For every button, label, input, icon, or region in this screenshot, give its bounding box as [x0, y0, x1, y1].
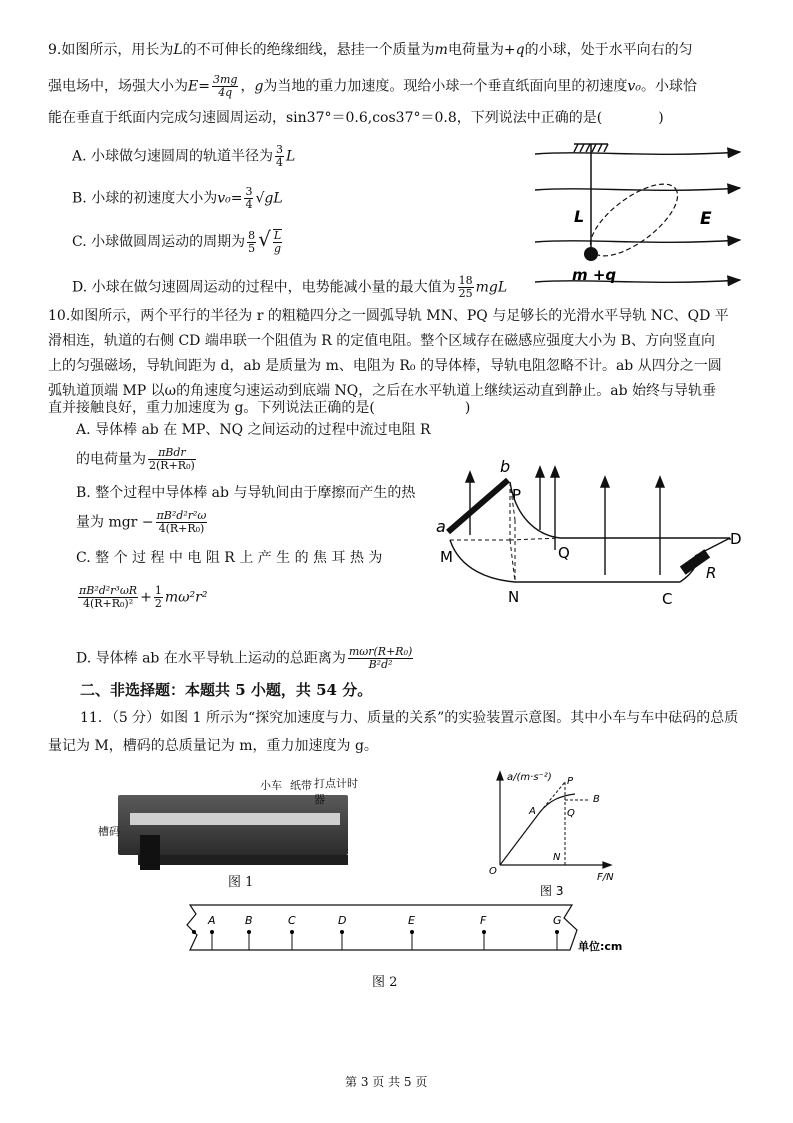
q10-option-c-2: $\frac{\text{πB²d²r³ωR}}{\text{4(R+R₀)²}}$ + $\frac{1}{2}$ mω²r²	[79, 584, 208, 610]
q10-line-4: 弧轨道顶端 MP 以ω的角速度匀速运动到底端 NQ，之后在水平轨道上继续运动直到静止。ab 始终与导轨垂	[48, 383, 717, 399]
table-leg	[140, 835, 160, 870]
unit-label: 单位:cm	[578, 940, 623, 953]
label-A: A	[529, 806, 536, 817]
q10-option-a-2: 的电荷量为 $\frac{\text{πBdr}}{\text{2(R+R₀)}}$	[76, 446, 195, 472]
q9-option-b: B. 小球的初速度大小为v₀= $\frac{3}{4}$ √gL	[72, 185, 283, 211]
track	[130, 813, 340, 825]
fraction: $\frac{1}{2}$	[154, 584, 162, 610]
section-2-heading: 二、非选择题：本题共 5 小题，共 54 分。	[80, 681, 373, 699]
q9-option-d: D. 小球在做匀速圆周运动的过程中，电势能减小量的最大值为 $\frac{18}{25}$ mgL	[72, 274, 508, 300]
label-M: M	[440, 548, 453, 566]
charged-ball	[584, 247, 598, 261]
table-block	[138, 855, 348, 865]
fraction: $\frac{\text{πBdr}}{\text{2(R+R₀)}}$	[149, 446, 195, 472]
tape-dot-C	[290, 930, 294, 934]
label-Q: Q	[558, 544, 570, 562]
label-a: a	[436, 517, 446, 536]
q10-line-5: 直并接触良好，重力加速度为 g。下列说法正确的是( )	[48, 400, 471, 416]
q9-line-1: 9.如图所示，用长为L的不可伸长的绝缘细线，悬挂一个质量为m电荷量为+q的小球，处于水平向右的匀	[48, 42, 693, 58]
label-timer: 打点计时器	[314, 777, 358, 806]
label-N: N	[553, 852, 561, 863]
q10-option-b-2: 量为 mgr − $\frac{\text{πB²d²r²ω}}{\text{4(R+R₀)}}$	[76, 509, 207, 535]
fraction: $\frac{\text{mωr(R+R₀)}}{\text{B²d²}}$	[348, 645, 413, 671]
curve-OAQ	[500, 794, 575, 865]
q9-pendulum-figure	[530, 140, 750, 300]
label-B: B	[593, 794, 600, 805]
tape-dot-E	[410, 930, 414, 934]
label-mq: m +q	[572, 266, 617, 284]
label-b: b	[500, 457, 511, 476]
label-P: P	[567, 776, 574, 787]
figure-2-caption: 图 2	[372, 975, 398, 990]
tape-start-dot	[192, 930, 196, 934]
q10-line-2: 滑相连，轨道的右侧 CD 端串联一个阻值为 R 的定值电阻。整个区域存在磁感应强度大小为 B、方向竖直向	[48, 333, 716, 349]
tape-points	[192, 914, 562, 950]
label-O: O	[489, 866, 497, 877]
root-fraction: $\frac{L}{g}$	[273, 229, 282, 255]
fraction: $\frac{8}{5}$	[248, 228, 256, 255]
figure-2-tape	[182, 900, 623, 960]
figure-3-graph	[485, 770, 625, 900]
figure-1-apparatus	[90, 775, 360, 890]
x-axis-label: F/N	[597, 872, 614, 883]
q10-option-c-1: C. 整 个 过 程 中 电 阻 R 上 产 生 的 焦 耳 热 为	[76, 550, 383, 566]
q9-option-a: A. 小球做匀速圆周的轨道半径为 $\frac{3}{4}$ L	[72, 143, 296, 169]
q10-line-3: 上的匀强磁场，导轨间距为 d，ab 是质量为 m、电阻为 R₀ 的导体棒，导轨电阻忽略不计。ab 从四分之一圆	[48, 358, 722, 374]
q11-line-2: 量记为 M，槽码的总质量记为 m，重力加速度为 g。	[48, 738, 378, 754]
fraction: $\frac{3}{4}$	[276, 143, 284, 169]
figure-3-caption: 图 3	[540, 884, 564, 898]
fraction: $\frac{\text{πB²d²r³ωR}}{\text{4(R+R₀)²}}$	[79, 584, 138, 610]
y-axis-label: a/(m·s⁻²)	[507, 772, 552, 783]
label-D: D	[730, 530, 742, 548]
tape-label-A: A	[208, 914, 216, 927]
label-P: P	[512, 486, 522, 504]
fraction: $\frac{\text{πB²d²r²ω}}{\text{4(R+R₀)}}$	[156, 509, 207, 535]
q10-option-d: D. 导体棒 ab 在水平导轨上运动的总距离为 $\frac{\text{mωr(R+R₀)}}{\text{B²d²}}$	[76, 645, 413, 671]
q10-option-a-1: A. 导体棒 ab 在 MP、NQ 之间运动的过程中流过电阻 R	[76, 422, 431, 438]
tape-outline	[187, 905, 577, 950]
q10-rail-figure	[430, 457, 760, 615]
label-R: R	[706, 564, 717, 582]
q10-option-b-1: B. 整个过程中导体棒 ab 与导轨间由于摩擦而产生的热	[76, 485, 416, 501]
label-cart: 小车	[260, 779, 282, 792]
label-tape: 纸带	[290, 779, 312, 792]
label-E: E	[700, 209, 712, 229]
q10-line-1: 10.如图所示，两个平行的半径为 r 的粗糙四分之一圆弧导轨 MN、PQ 与足够长的光滑水平导轨 NC、QD 平	[48, 308, 729, 324]
tape-dot-B	[247, 930, 251, 934]
tape-label-F: F	[480, 914, 487, 927]
tape-dot-G	[555, 930, 559, 934]
label-weight: 槽码	[98, 825, 120, 838]
fraction: $\frac{18}{25}$	[458, 274, 473, 300]
fraction: $\frac{3}{4}$	[245, 185, 253, 211]
conductor-rod-ab	[448, 480, 508, 532]
arc-rail-MN	[450, 540, 515, 582]
q9-option-c: C. 小球做圆周运动的周期为 $\frac{8}{5}$ √ $\frac{L}{g}$	[72, 227, 282, 255]
tape-label-C: C	[288, 914, 296, 927]
dashed-guides	[450, 482, 560, 582]
tape-label-G: G	[553, 914, 562, 927]
tape-label-B: B	[245, 914, 253, 927]
tape-label-E: E	[408, 914, 415, 927]
label-L: L	[574, 207, 585, 226]
q9-line-2: 强电场中，场强大小为E= $\frac{3mg}{4q}$ ，g为当地的重力加速度。现给小球一个垂直纸面向里的初速度v₀。小球恰	[48, 73, 697, 99]
label-N: N	[508, 588, 520, 606]
label-Q: Q	[567, 808, 575, 819]
tape-label-D: D	[338, 914, 347, 927]
figure-1-caption: 图 1	[228, 875, 254, 890]
tape-dot-D	[340, 930, 344, 934]
q9-line-3: 能在垂直于纸面内完成匀速圆周运动，sin37°＝0.6,cos37°＝0.8，下列说法中正确的是( )	[48, 110, 664, 126]
tape-dot-A	[210, 930, 214, 934]
field-strength-fraction: $\frac{3mg}{4q}$	[212, 73, 238, 99]
label-C: C	[662, 590, 673, 608]
tape-dot-F	[482, 930, 486, 934]
page-footer: 第 3 页 共 5 页	[345, 1075, 428, 1089]
q11-line-1: 11．（5 分）如图 1 所示为“探究加速度与力、质量的关系”的实验装置示意图。其中小车与车中砝码的总质	[80, 710, 739, 726]
